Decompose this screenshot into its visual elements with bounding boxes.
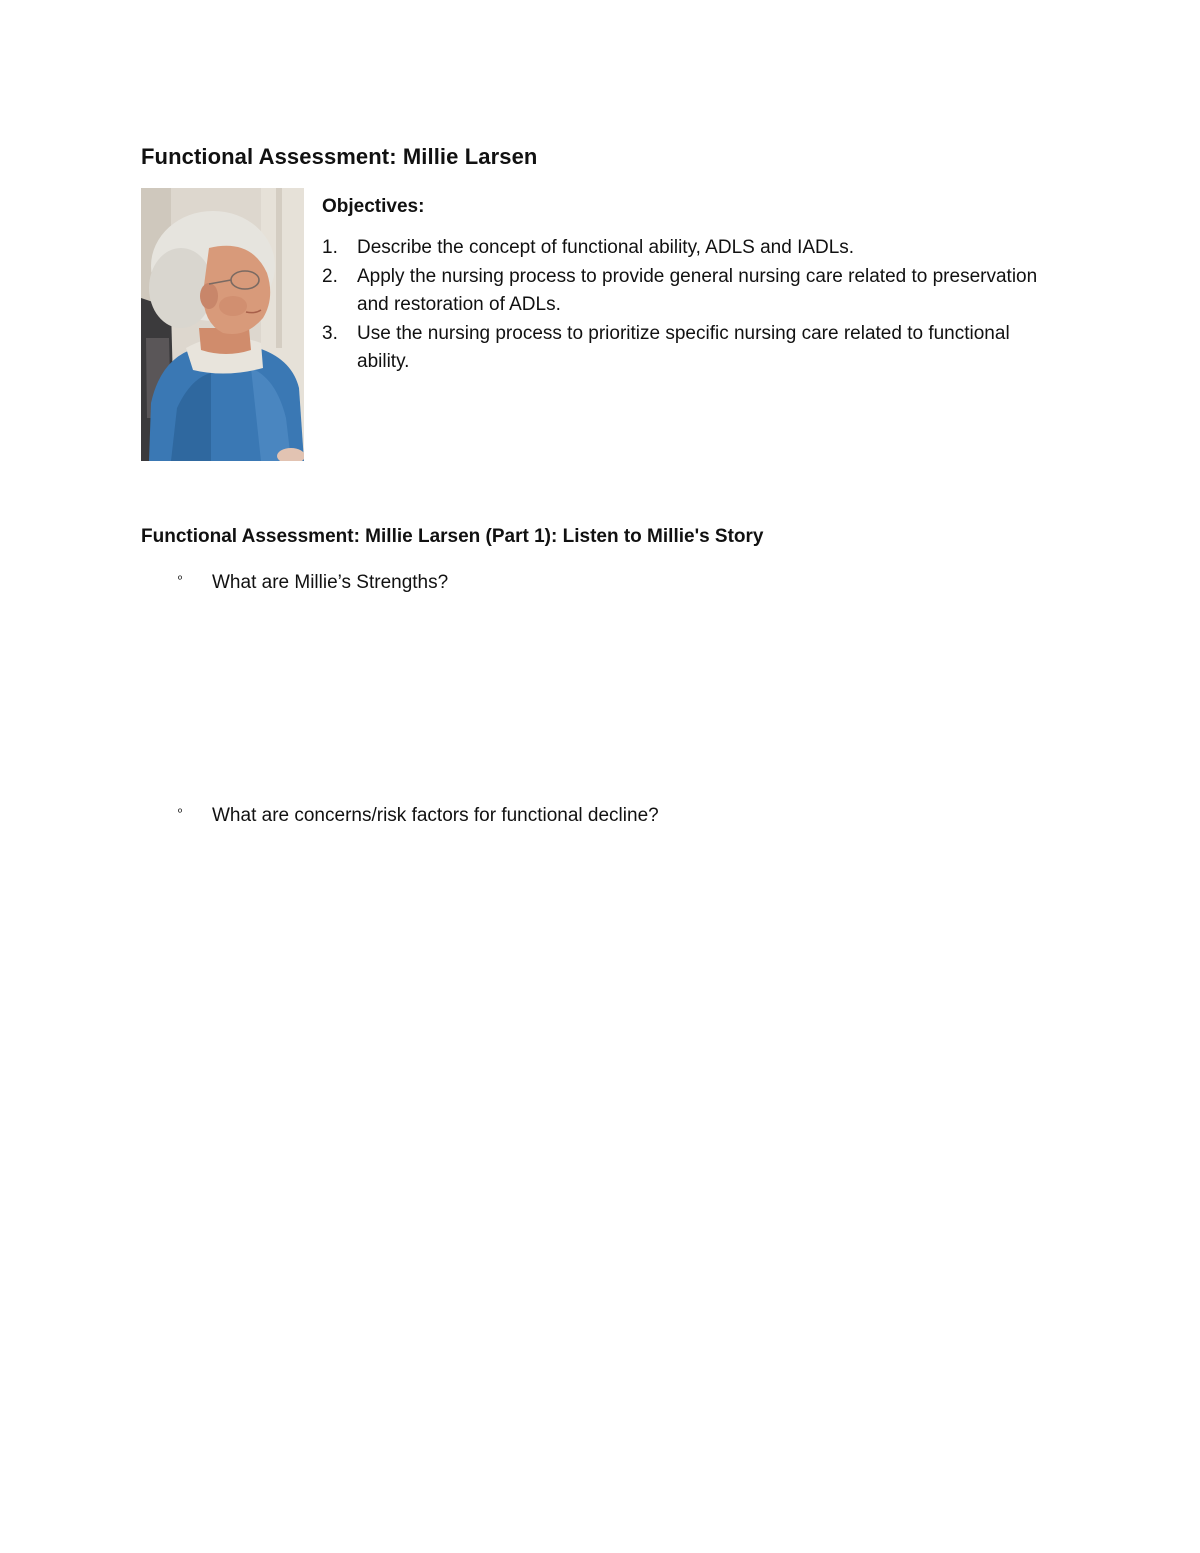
objective-item	[322, 263, 1042, 320]
portrait-photo	[141, 188, 304, 461]
objective-text: Use the nursing process to prioritize specific nursing care related to functional ability.	[357, 322, 1010, 372]
page-title: Functional Assessment: Millie Larsen	[141, 144, 538, 169]
objectives-block	[322, 196, 1042, 377]
objective-number: 1.	[322, 237, 338, 258]
objectives-heading: Objectives:	[322, 196, 425, 217]
question-text: What are concerns/risk factors for functional decline?	[212, 805, 659, 826]
objective-item	[322, 234, 1042, 263]
bullet-icon: º	[178, 573, 183, 586]
section-heading: Functional Assessment: Millie Larsen (Part 1): Listen to Millie's Story	[141, 526, 764, 547]
question-item	[178, 572, 448, 594]
question-item	[178, 805, 659, 827]
objective-number: 2.	[322, 265, 338, 287]
question-text: What are Millie’s Strengths?	[212, 572, 449, 593]
objective-number: 3.	[322, 322, 338, 344]
objective-item	[322, 320, 1042, 377]
bullet-icon: º	[178, 806, 183, 819]
objective-text: Describe the concept of functional ability, ADLS and IADLs.	[357, 237, 855, 258]
objectives-list	[322, 234, 1042, 377]
objective-text: Apply the nursing process to provide general nursing care related to preservation and restoration of ADLs.	[357, 265, 1038, 315]
